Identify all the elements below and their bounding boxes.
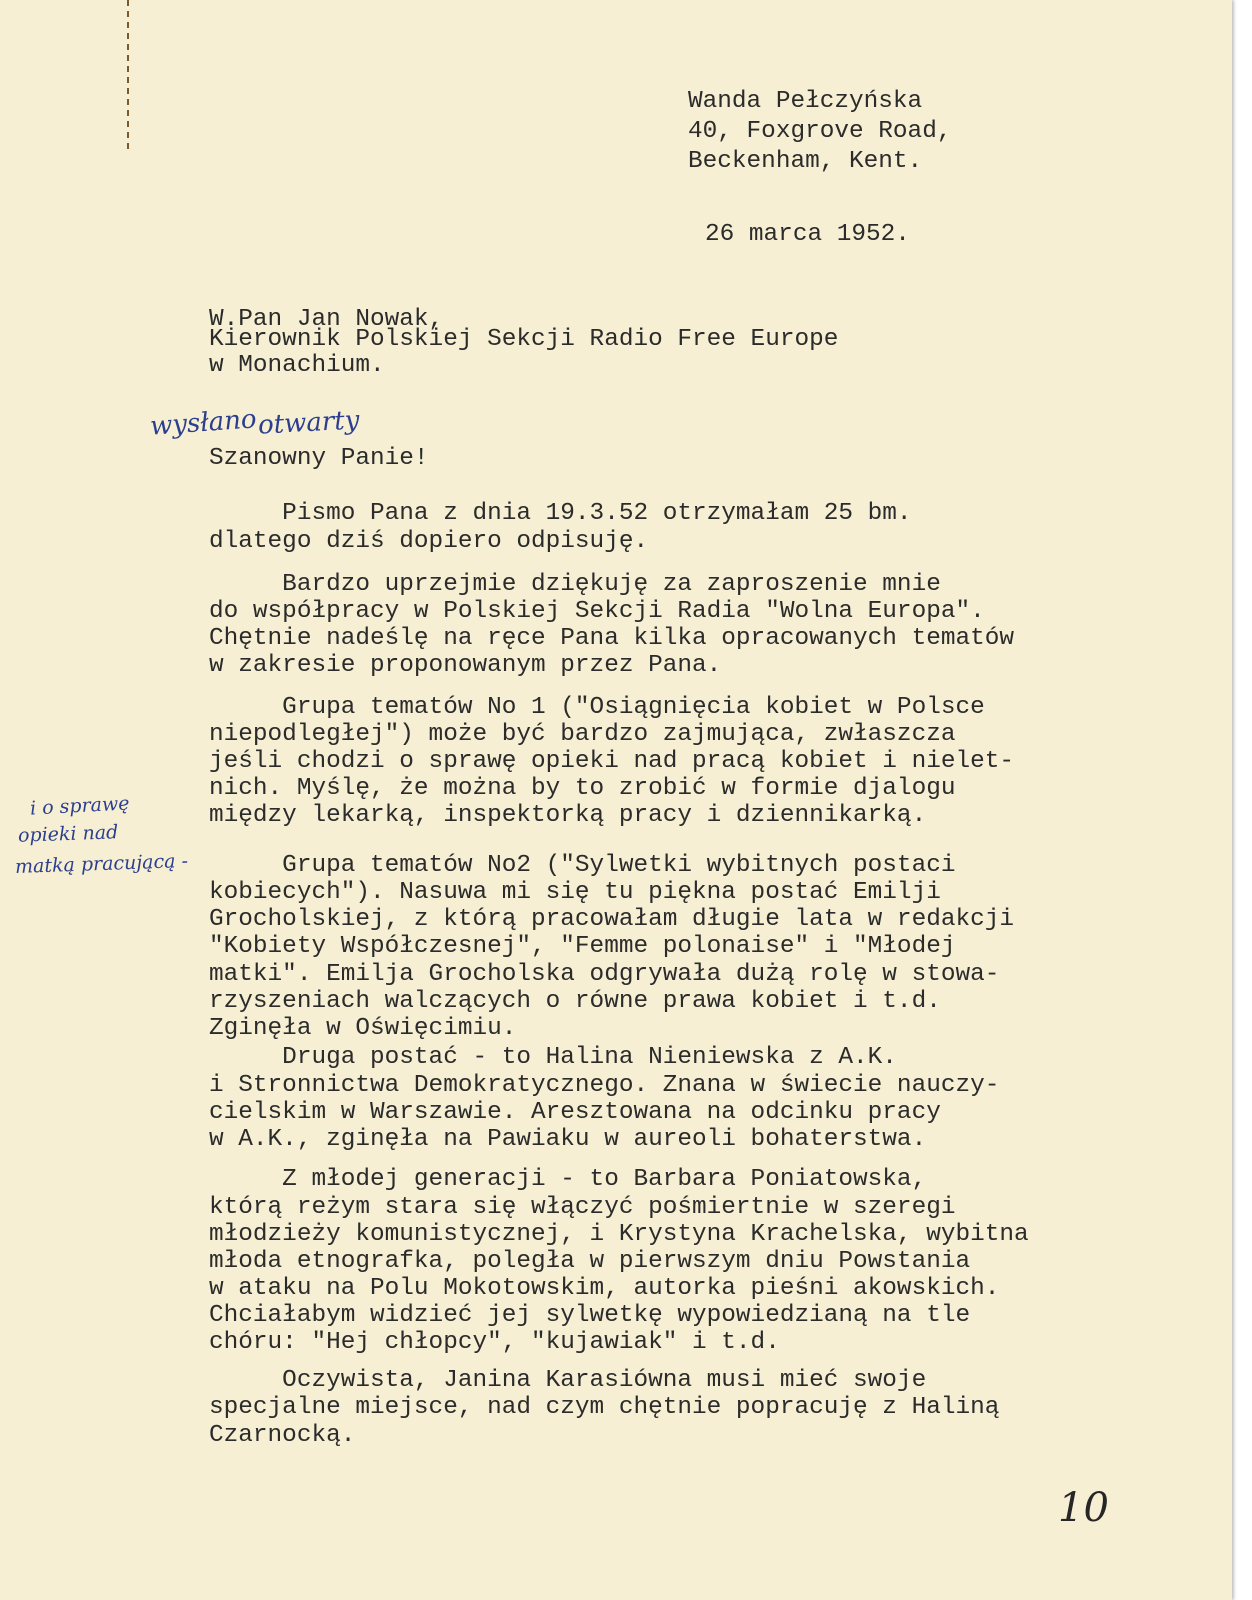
body-line: Chciałabym widzieć jej sylwetkę wypowiedzianą na tle [209,1302,971,1329]
handwritten-note-sent: wysłano [149,404,258,442]
body-line: i Stronnictwa Demokratycznego. Znana w świecie nauczy- [209,1072,1000,1099]
body-line: niepodległej") może być bardzo zajmująca, zwłaszcza [209,721,956,748]
body-line: jeśli chodzi o sprawę opieki nad pracą kobiet i nielet- [209,748,1015,775]
body-line: w ataku na Polu Mokotowskim, autorka pieśni akowskich. [209,1275,1000,1302]
body-line: rzyszeniach walczących o równe prawa kobiet i t.d. [209,988,941,1015]
body-line: cielskim w Warszawie. Aresztowana na odcinku pracy [209,1099,941,1126]
body-line: Druga postać - to Halina Nieniewska z A.K. [209,1044,897,1071]
body-line: w zakresie proponowanym przez Pana. [209,652,722,679]
salutation: Szanowny Panie! [209,445,429,472]
sender-city: Beckenham, Kent. [688,148,923,175]
sender-name: Wanda Pełczyńska [688,88,923,115]
body-line: między lekarką, inspektorką pracy i dziennikarką. [209,802,927,829]
body-line: w A.K., zginęła na Pawiaku w aureoli bohaterstwa. [209,1126,927,1153]
recipient-line-1: W.Pan Jan Nowak, [209,306,444,333]
recipient-line-2: Kierownik Polskiej Sekcji Radio Free Europe [209,326,839,353]
body-line: Grocholskiej, z którą pracowałam długie lata w redakcji [209,906,1015,933]
body-line: Oczywista, Janina Karasiówna musi mieć swoje [209,1367,927,1394]
body-line: Z młodej generacji - to Barbara Poniatowska, [209,1166,927,1193]
body-line: nich. Myślę, że można by to zrobić w formie djalogu [209,775,956,802]
body-line: którą reżym stara się włączyć pośmiertnie w szeregi [209,1194,956,1221]
body-line: dlatego dziś dopiero odpisuję. [209,528,649,555]
body-line: Bardzo uprzejmie dziękuję za zaproszenie mnie [209,571,941,598]
body-line: do współpracy w Polskiej Sekcji Radia "Wolna Europa". [209,598,985,625]
body-line: Pismo Pana z dnia 19.3.52 otrzymałam 25 bm. [209,500,912,527]
recipient-line-3: w Monachium. [209,352,385,379]
body-line: Chętnie nadeślę na ręce Pana kilka opracowanych tematów [209,625,1015,652]
body-line: Zginęła w Oświęcimiu. [209,1015,517,1042]
body-line: Czarnocką. [209,1422,356,1449]
body-line: młoda etnografka, poległa w pierwszym dniu Powstania [209,1248,971,1275]
body-line: kobiecych"). Nasuwa mi się tu piękna postać Emilji [209,879,941,906]
body-line: specjalne miejsce, nad czym chętnie popracuję z Haliną [209,1394,1000,1421]
body-line: młodzieży komunistycznej, i Krystyna Krachelska, wybitna [209,1221,1029,1248]
body-line: chóru: "Hej chłopcy", "kujawiak" i t.d. [209,1329,780,1356]
binding-marks [126,0,130,150]
margin-note-line-1: i o sprawę [29,792,130,820]
margin-note-line-2: opieki nad [17,821,119,847]
body-line: matki". Emilja Grocholska odgrywała dużą rolę w stowa- [209,961,1000,988]
body-line: Grupa tematów No 1 ("Osiągnięcia kobiet w Polsce [209,694,985,721]
sender-street: 40, Foxgrove Road, [688,118,952,145]
handwritten-note-open: otwarty [257,405,361,441]
letter-date: 26 marca 1952. [705,221,910,248]
margin-note-line-3: matką pracującą - [14,849,189,879]
body-line: Grupa tematów No2 ("Sylwetki wybitnych postaci [209,852,956,879]
body-line: "Kobiety Współczesnej", "Femme polonaise" i "Młodej [209,933,956,960]
page-number: 10 [1058,1485,1109,1531]
